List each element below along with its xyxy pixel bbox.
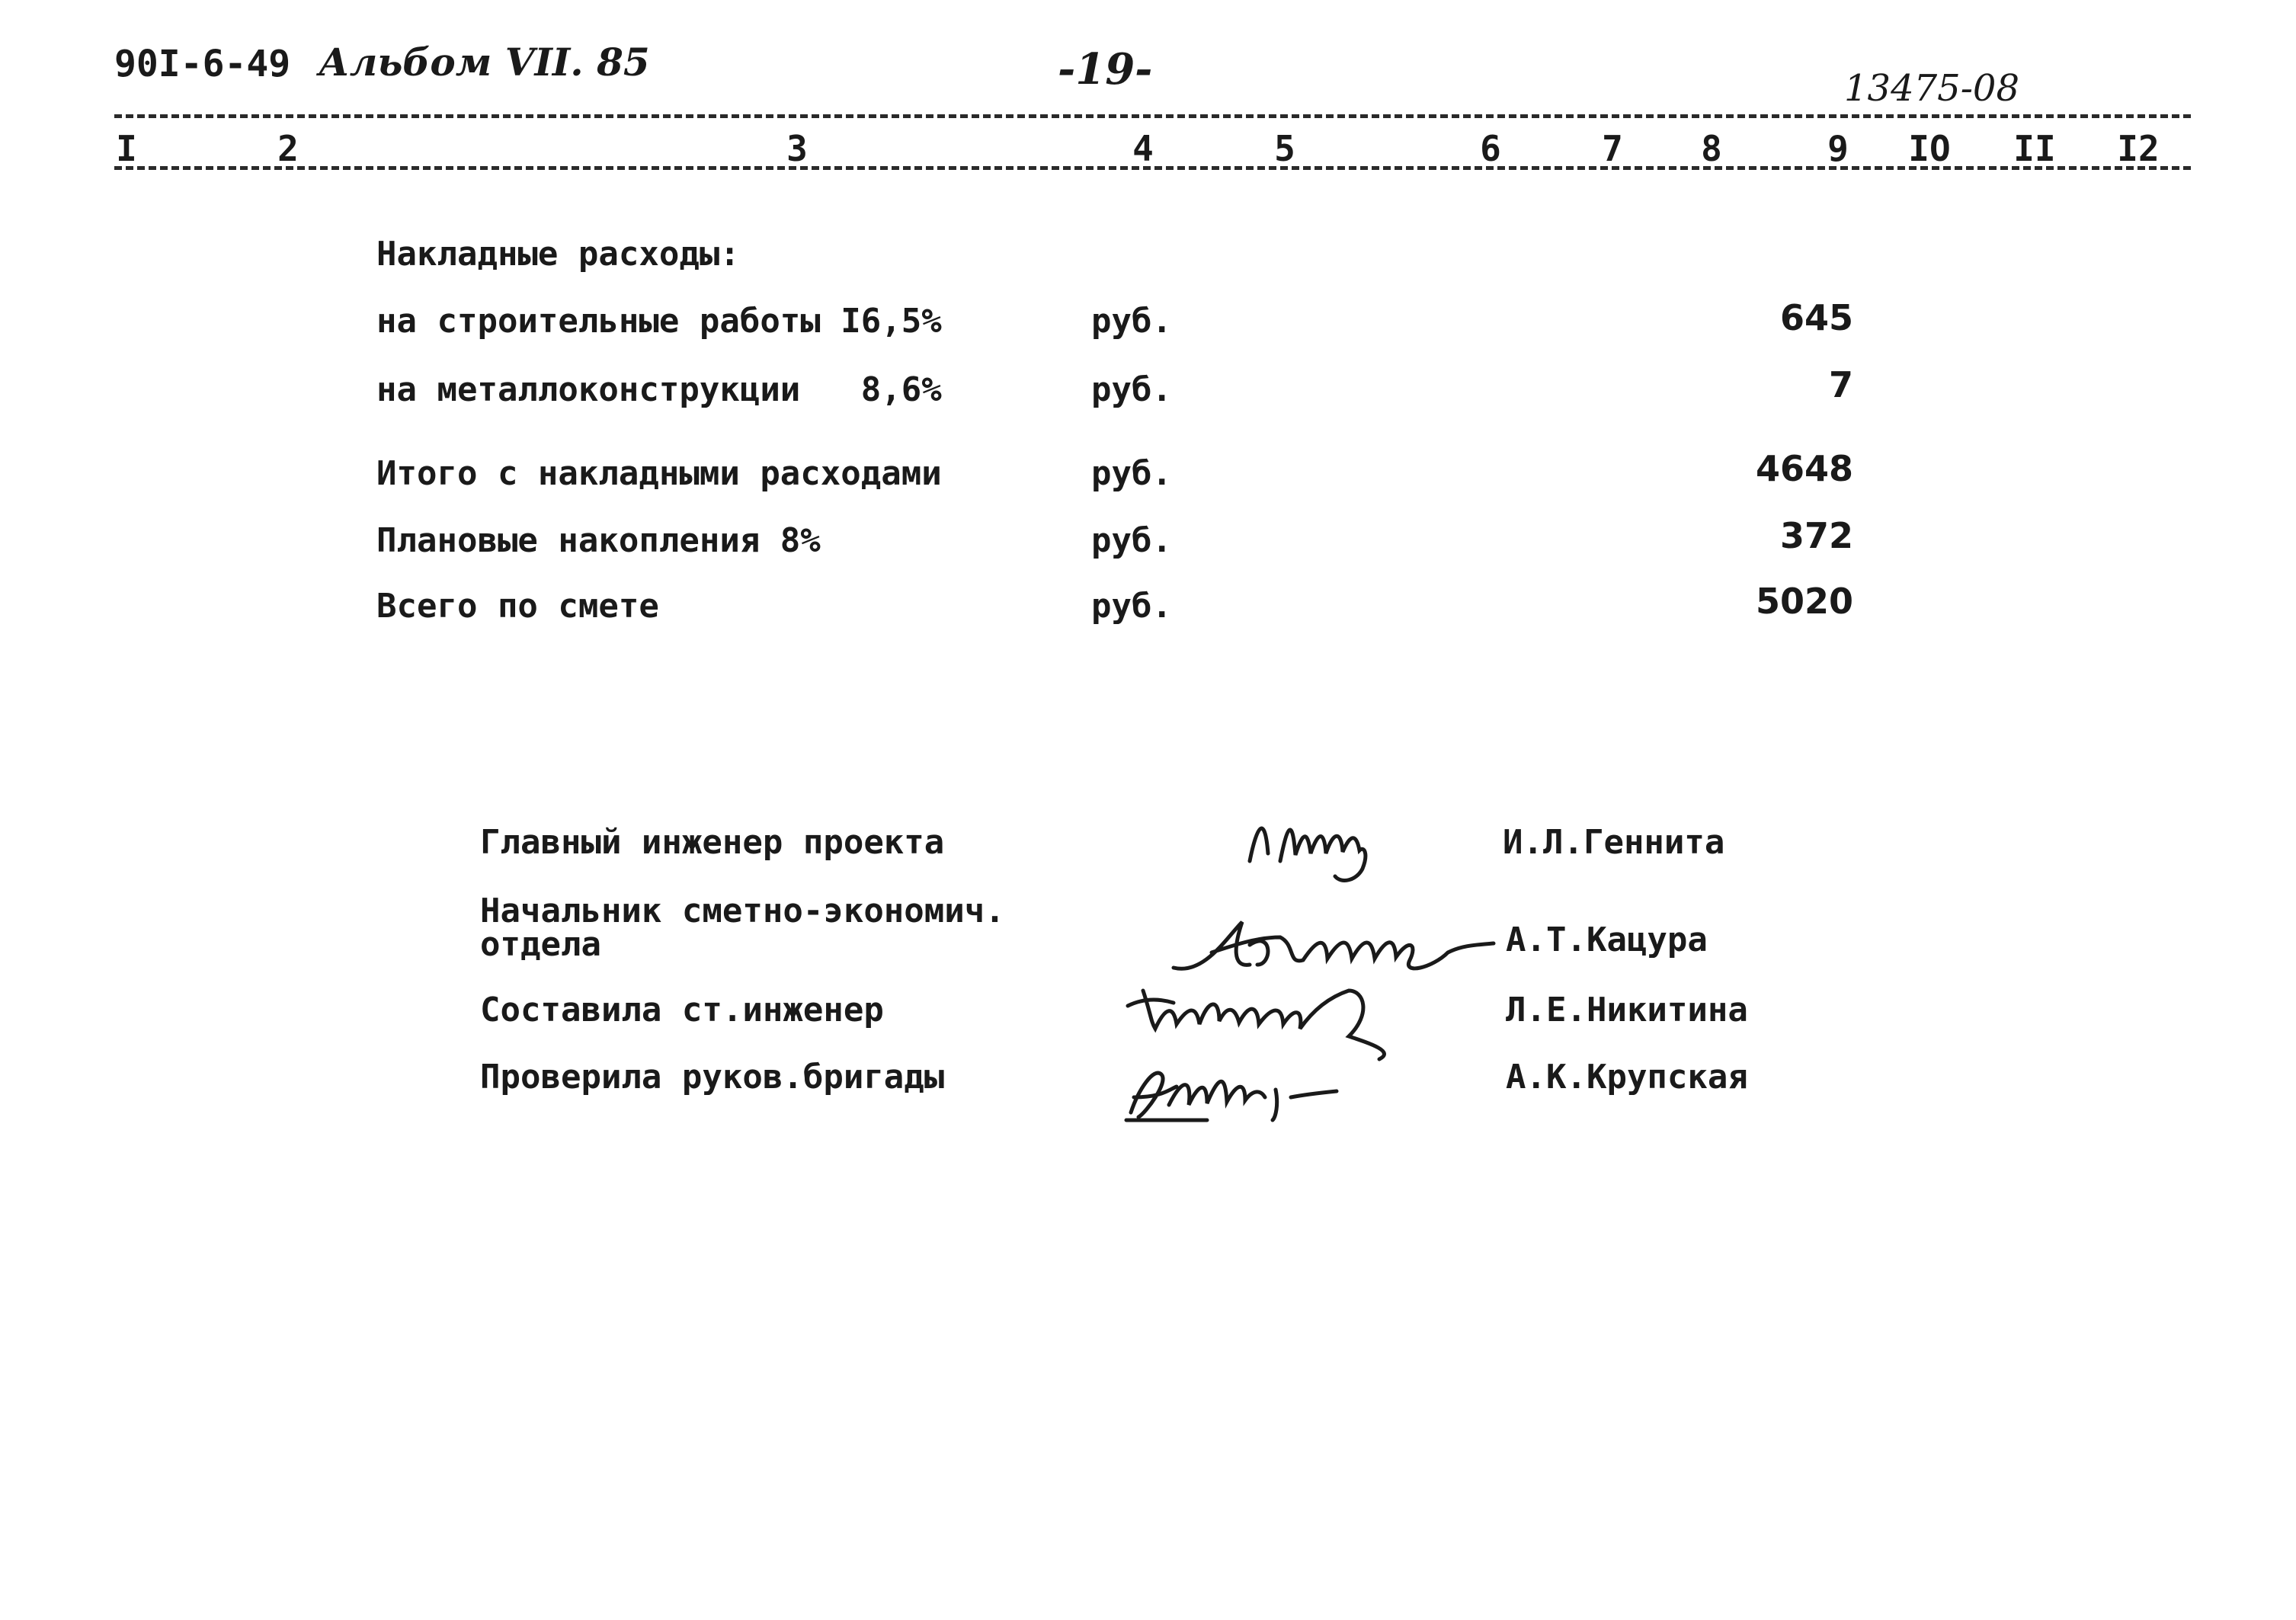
document-series: 90I-6-49 [114, 43, 291, 85]
signer-role-continuation: отдела [480, 925, 601, 964]
row-value: 5020 [1755, 581, 1853, 622]
column-number: 8 [1701, 128, 1722, 169]
row-unit: руб. [1091, 521, 1172, 560]
signer-role: Главный инженер проекта [480, 823, 945, 862]
column-number: 6 [1480, 128, 1501, 169]
signer-role: Проверила руков.бригады [480, 1058, 945, 1097]
signer-role: Начальник сметно-экономич. [480, 892, 1005, 930]
column-number: 5 [1274, 128, 1295, 169]
row-value: 7 [1828, 364, 1853, 405]
column-number: 7 [1602, 128, 1623, 169]
handwritten-signature [1234, 800, 1539, 884]
column-number: 9 [1827, 128, 1849, 169]
column-number: IO [1908, 128, 1951, 169]
album-label: Альбом VII. 85 [319, 40, 650, 85]
column-number: 2 [277, 128, 299, 169]
inventory-number: 13475-08 [1844, 67, 2019, 110]
handwritten-signature [1116, 1044, 1359, 1128]
signer-name: А.Т.Кацура [1506, 920, 1708, 959]
overhead-heading: Накладные расходы: [376, 235, 740, 274]
signer-name: И.Л.Геннита [1503, 823, 1725, 862]
signer-role: Составила ст.инженер [480, 991, 884, 1029]
row-value: 645 [1779, 297, 1853, 338]
row-label: на строительные работы I6,5% [376, 302, 942, 341]
row-value: 4648 [1755, 448, 1853, 489]
row-unit: руб. [1091, 302, 1172, 341]
column-number: 3 [786, 128, 808, 169]
row-unit: руб. [1091, 454, 1172, 493]
signer-name: Л.Е.Никитина [1506, 991, 1748, 1029]
row-unit: руб. [1091, 370, 1172, 409]
row-unit: руб. [1091, 587, 1172, 626]
page-number: -19- [1058, 44, 1153, 94]
row-label: на металлоконструкции 8,6% [376, 370, 942, 409]
signer-name: А.К.Крупская [1506, 1058, 1748, 1097]
row-label: Итого с накладными расходами [376, 454, 942, 493]
row-label: Плановые накопления 8% [376, 521, 821, 560]
header-rule-top [114, 114, 2191, 118]
column-number: I [116, 128, 137, 169]
column-number: II [2013, 128, 2056, 169]
column-number: 4 [1132, 128, 1154, 169]
row-value: 372 [1779, 515, 1853, 556]
row-label: Всего по смете [376, 587, 659, 626]
column-number: I2 [2117, 128, 2160, 169]
